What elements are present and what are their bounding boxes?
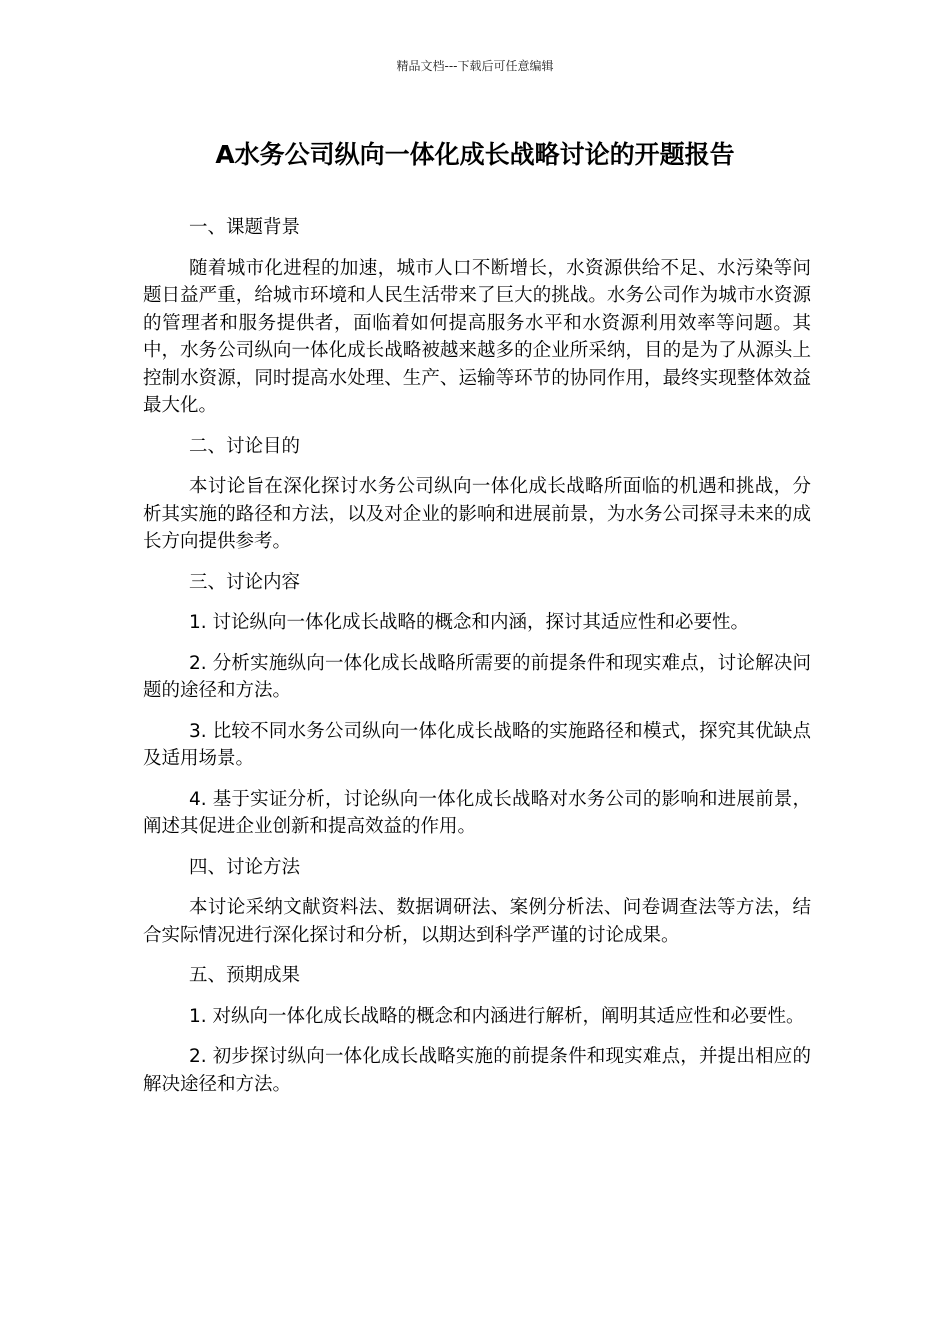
section-heading-background: 一、课题背景 — [189, 217, 301, 238]
section-heading-expected-results: 五、预期成果 — [189, 965, 301, 986]
document-body — [143, 214, 811, 1111]
paragraph: 随着城市化进程的加速，城市人口不断增长，水资源供给不足、水污染等问题日益严重，给城市环境和人民生活带来了巨大的挑战。水务公司作为城市水资源的管理者和服务提供者，面临着如何提高服务水平和水资源利用效率等问题。其中，水务公司纵向一体化成长战略被越来越多的企业所采纳，目的是为了从源头上控制水资源，同时提高水处理、生产、运输等环节的协同作用，最终实现整体效益最大化。 — [143, 257, 811, 416]
list-item: 2. 初步探讨纵向一体化成长战略实施的前提条件和现实难点，并提出相应的解决途径和方法。 — [143, 1046, 811, 1095]
list-item: 3. 比较不同水务公司纵向一体化成长战略的实施路径和模式，探究其优缺点及适用场景。 — [143, 720, 811, 769]
paragraph: 本讨论旨在深化探讨水务公司纵向一体化成长战略所面临的机遇和挑战，分析其实施的路径和方法，以及对企业的影响和进展前景，为水务公司探寻未来的成长方向提供参考。 — [143, 476, 811, 552]
list-item: 4. 基于实证分析，讨论纵向一体化成长战略对水务公司的影响和进展前景，阐述其促进企业创新和提高效益的作用。 — [143, 788, 811, 837]
list-item: 1. 对纵向一体化成长战略的概念和内涵进行解析，阐明其适应性和必要性。 — [189, 1005, 805, 1027]
list-item: 1. 讨论纵向一体化成长战略的概念和内涵，探讨其适应性和必要性。 — [189, 612, 750, 633]
paragraph: 本讨论采纳文献资料法、数据调研法、案例分析法、问卷调查法等方法，结合实际情况进行深化探讨和分析，以期达到科学严谨的讨论成果。 — [143, 897, 811, 946]
list-item: 2. 分析实施纵向一体化成长战略所需要的前提条件和现实难点，讨论解决问题的途径和方法。 — [143, 652, 811, 701]
document-title: A水务公司纵向一体化成长战略讨论的开题报告 — [215, 140, 735, 169]
page-header-watermark: 精品文档---下载后可任意编辑 — [396, 59, 554, 73]
section-heading-content: 三、讨论内容 — [189, 571, 301, 593]
section-heading-method: 四、讨论方法 — [189, 856, 301, 878]
section-heading-purpose: 二、讨论目的 — [189, 435, 301, 457]
